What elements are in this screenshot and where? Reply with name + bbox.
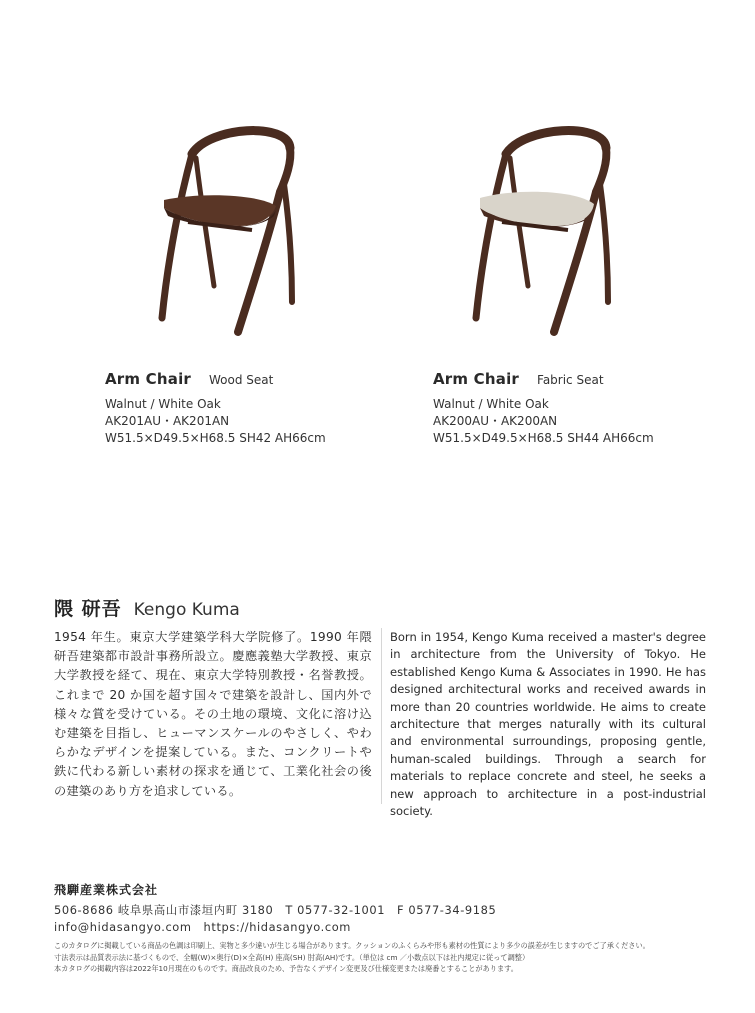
note-line: 寸法表示は品質表示法に基づくもので、全幅(W)×奥行(D)×全高(H) 座高(SH) 肘高(AH)です。（単位は cm ／小数点以下は社内規定に従って調整）: [54, 952, 530, 962]
wood-seat-chair-image: [140, 118, 360, 348]
product-heading: [433, 370, 733, 392]
product-model: AK201AU・AK201AN: [105, 414, 230, 428]
product-name: Arm Chair: [105, 370, 192, 388]
fabric-seat-chair-image: [456, 118, 676, 348]
designer-heading: [54, 594, 240, 621]
designer-bio-en: Born in 1954, Kengo Kuma received a master's degree in architecture from the University of Tokyo. He established Kengo Kuma & Associates in 1990. He has designed architectural works and received awards in more than 20 countries worldwide. He aims to create architecture that merges naturally with its cultural and environmental surroundings, proposing gentle, human-scaled buildings. Through a search for materials to replace concrete and steel, he seeks a new approach to architecture in a post-industrial society.: [390, 630, 706, 819]
product-heading: [105, 370, 405, 392]
company-info: [54, 879, 496, 935]
product-spec-wood-seat: [105, 370, 405, 447]
chair-illustration: [456, 118, 676, 348]
company-contact[interactable]: info@hidasangyo.com https://hidasangyo.com: [54, 919, 352, 934]
product-spec-fabric-seat: [433, 370, 733, 447]
column-divider: [381, 628, 382, 804]
note-line: 本カタログの掲載内容は2022年10月現在のものです。商品改良のため、予告なくデザイン変更及び仕様変更または廃番とすることがあります。: [54, 964, 518, 973]
designer-bio-jp: 1954 年生。東京大学建築学科大学院修了。1990 年隈研吾建築都市設計事務所設立。慶應義塾大学教授、東京大学教授を経て、現在、東京大学特別教授・名誉教授。これまで 20 か国を超す国々で建築を設計し、国内外で様々な賞を受けている。その土地の環境、文化に溶け込む建築を目指し、ヒューマンスケールのやさしく、やわらかなデザインを提案している。また、コンクリートや鉄に代わる新しい素材の探求を通じて、工業化社会の後の建築のあり方を追求している。: [54, 630, 372, 798]
product-dimensions: W51.5×D49.5×H68.5 SH42 AH66cm: [105, 431, 326, 445]
product-material: Walnut / White Oak: [105, 397, 221, 411]
product-dimensions: W51.5×D49.5×H68.5 SH44 AH66cm: [433, 431, 654, 445]
company-address: 506-8686 岐阜県高山市漆垣内町 3180 T 0577-32-1001 F 0577-34-9185: [54, 903, 497, 917]
product-material: Walnut / White Oak: [433, 397, 549, 411]
designer-name-jp: 隈 研吾: [54, 598, 122, 620]
product-name: Arm Chair: [433, 370, 520, 388]
catalog-notes: [54, 940, 714, 975]
company-name: 飛騨産業株式会社: [54, 883, 159, 897]
designer-name-en: Kengo Kuma: [133, 600, 240, 620]
chair-illustration: [140, 118, 360, 348]
product-seat-type: Fabric Seat: [537, 373, 604, 387]
product-model: AK200AU・AK200AN: [433, 414, 558, 428]
note-line: このカタログに掲載している商品の色調は印刷上、実物と多少違いが生じる場合があります。クッションのふくらみや形も素材の性質により多少の誤差が生じますのでご了承ください。: [54, 941, 650, 950]
product-seat-type: Wood Seat: [209, 373, 274, 387]
